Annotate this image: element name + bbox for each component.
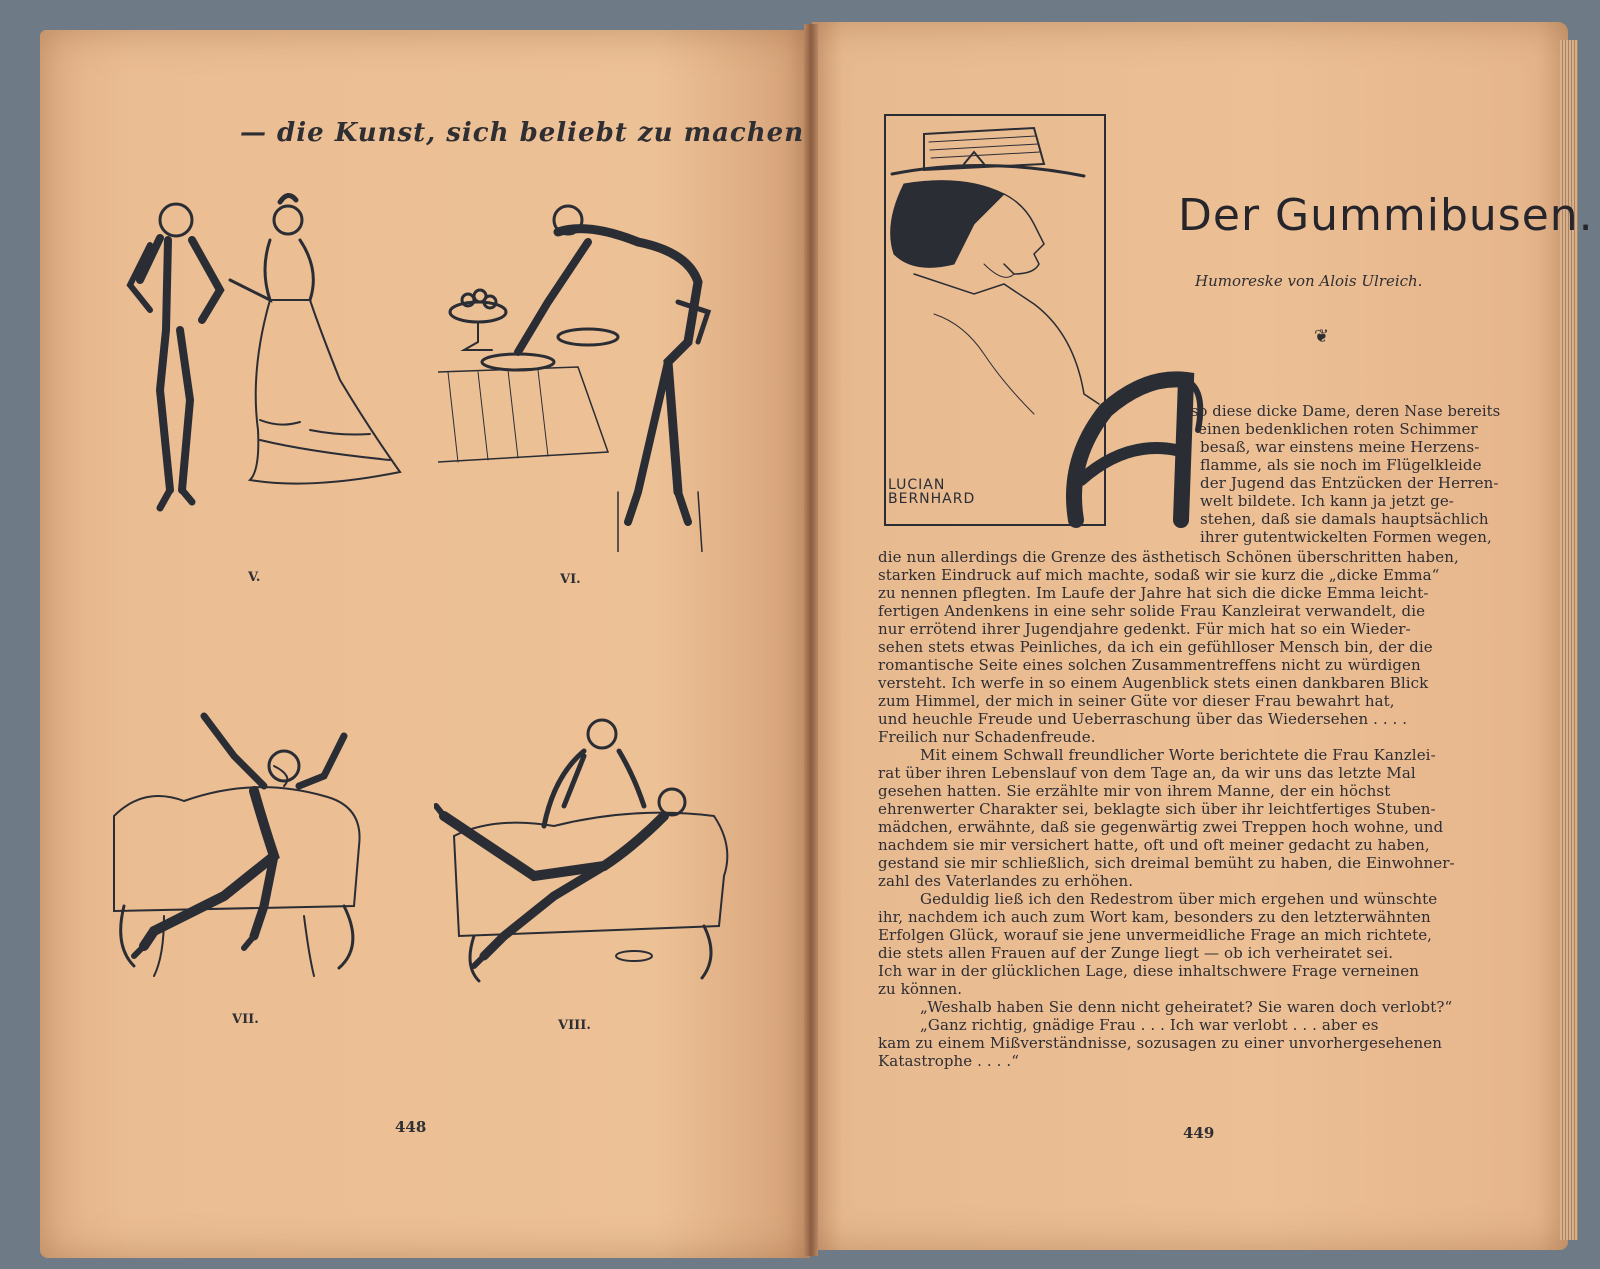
text-line: die stets allen Frauen auf der Zunge liegt — ob ich verheiratet sei. <box>878 944 1394 962</box>
text-line: Geduldig ließ ich den Redestrom über mich ergehen und wünschte <box>920 890 1438 908</box>
text-line: einen bedenklichen roten Schimmer <box>1198 420 1478 438</box>
left-page-number: 448 <box>395 1118 427 1136</box>
text-line: Freilich nur Schadenfreude. <box>878 728 1096 746</box>
text-line: Erfolgen Glück, worauf sie jene unvermeidliche Frage an mich richtete, <box>878 926 1433 944</box>
text-line: romantische Seite eines solchen Zusammentreffens nicht zu würdigen <box>878 656 1421 674</box>
caption-v: V. <box>248 570 261 585</box>
text-line: der Jugend das Entzücken der Herren- <box>1200 474 1499 492</box>
illustrator-signature: LUCIAN BERNHARD <box>888 477 976 507</box>
caption-vii: VII. <box>232 1012 259 1027</box>
text-line: starken Eindruck auf mich machte, sodaß wir sie kurz die „dicke Emma“ <box>878 566 1440 584</box>
illustration-reclining-men <box>434 716 740 986</box>
story-title: Der Gummibusen. <box>1178 190 1594 241</box>
text-line: welt bildete. Ich kann ja jetzt ge- <box>1200 492 1454 510</box>
text-line: versteht. Ich werfe in so einem Augenblick stets einen dankbaren Blick <box>878 674 1429 692</box>
text-line: sehen stets etwas Peinliches, da ich ein gefühlloser Mensch bin, der die <box>878 638 1433 656</box>
caption-viii: VIII. <box>558 1018 591 1033</box>
text-line: Mit einem Schwall freundlicher Worte berichtete die Frau Kanzlei- <box>920 746 1436 764</box>
ornament-icon: ❦ <box>1314 326 1330 347</box>
text-line: besaß, war einstens meine Herzens- <box>1200 438 1480 456</box>
illustration-dancing-couple <box>110 190 410 520</box>
text-line: zum Himmel, der mich in seiner Güte vor dieser Frau bewahrt hat, <box>878 692 1395 710</box>
text-line: Ich war in der glücklichen Lage, diese inhaltschwere Frage verneinen <box>878 962 1419 980</box>
caption-vi: VI. <box>560 572 581 587</box>
text-line: ehrenwerter Charakter sei, beklagte sich über ihr leichtfertiges Stuben- <box>878 800 1436 818</box>
illustration-yawning-man <box>104 706 372 988</box>
text-line: zahl des Vaterlandes zu erhöhen. <box>878 872 1134 890</box>
text-line: ihrer gutentwickelten Formen wegen, <box>1200 528 1492 546</box>
text-line: stehen, daß sie damals hauptsächlich <box>1200 510 1489 528</box>
text-line: ihr, nachdem ich auch zum Wort kam, besonders zu den letzterwähnten <box>878 908 1431 926</box>
text-line: kam zu einem Mißverständnisse, sozusagen zu einer unvorhergesehenen <box>878 1034 1442 1052</box>
left-page-header: — die Kunst, sich beliebt zu machen <box>240 118 805 148</box>
text-line: nachdem sie mir versichert hatte, oft und oft meiner gedacht zu haben, <box>878 836 1430 854</box>
drop-cap-a <box>1066 370 1214 530</box>
text-line: „Ganz richtig, gnädige Frau . . . Ich war verlobt . . . aber es <box>920 1016 1379 1034</box>
text-line: flamme, als sie noch im Flügelkleide <box>1200 456 1482 474</box>
right-page-number: 449 <box>1183 1124 1215 1142</box>
text-line: rat über ihren Lebenslauf von dem Tage an, da wir uns das letzte Mal <box>878 764 1416 782</box>
text-line: und heuchle Freude und Ueberraschung über das Wiedersehen . . . . <box>878 710 1408 728</box>
text-line: zu können. <box>878 980 963 998</box>
text-line: mädchen, erwähnte, daß sie gegenwärtig zwei Treppen hoch wohne, und <box>878 818 1444 836</box>
text-line: nur errötend ihrer Jugendjahre gedenkt. Für mich hat so ein Wieder- <box>878 620 1411 638</box>
text-line: fertigen Andenkens in eine sehr solide Frau Kanzleirat verwandelt, die <box>878 602 1426 620</box>
text-line: Katastrophe . . . .“ <box>878 1052 1019 1070</box>
illustration-buffet <box>438 192 738 552</box>
text-line: gesehen hatten. Sie erzählte mir von ihrem Manne, der ein höchst <box>878 782 1391 800</box>
book-gutter <box>804 24 818 1256</box>
text-line: die nun allerdings die Grenze des ästhetisch Schönen überschritten haben, <box>878 548 1459 566</box>
story-byline: Humoreske von Alois Ulreich. <box>1195 272 1423 290</box>
text-line: lso diese dicke Dame, deren Nase bereits <box>1186 402 1501 420</box>
text-line: zu nennen pflegten. Im Laufe der Jahre hat sich die dicke Emma leicht- <box>878 584 1429 602</box>
text-line: „Weshalb haben Sie denn nicht geheiratet? Sie waren doch verlobt?“ <box>920 998 1453 1016</box>
text-line: gestand sie mir schließlich, sich dreimal bemüht zu haben, die Einwohner- <box>878 854 1455 872</box>
